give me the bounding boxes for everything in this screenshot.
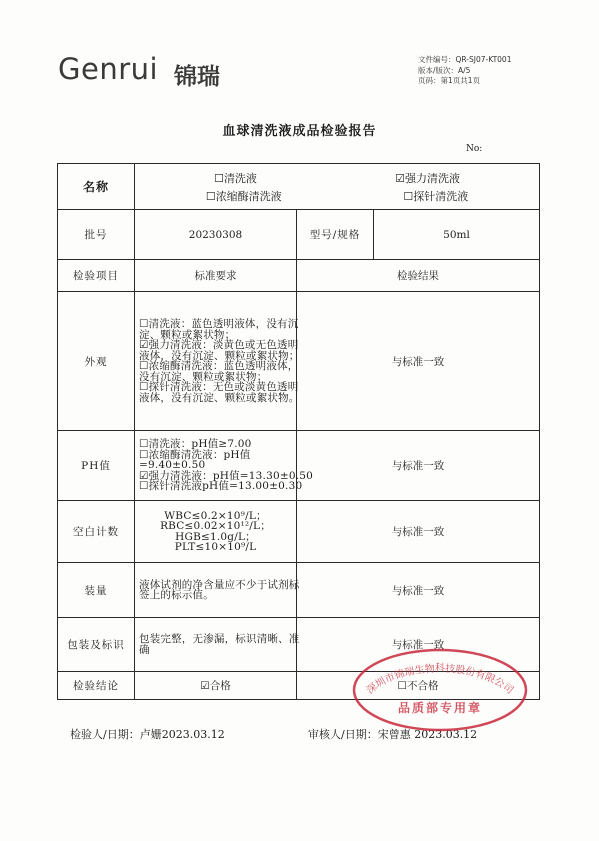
item-requirement xyxy=(135,431,314,501)
requirement-line: ☑强力清洗液：淡黄色或无色透明 xyxy=(139,339,299,351)
option-text: 清洗液 xyxy=(223,171,257,185)
requirement-line: RBC≤0.02×10¹²/L； xyxy=(160,520,271,532)
option-strong-cleaning-liquid xyxy=(395,170,460,186)
option-mark: ☐ xyxy=(205,189,216,203)
requirement-line: PLT≤10×10⁹/L xyxy=(174,541,257,553)
item-result: 与标准一致 xyxy=(297,563,540,618)
stamp-inner-text: 品质部专用章 xyxy=(397,701,483,715)
item-row-volume xyxy=(58,563,540,618)
inspector-signature: 检验人/日期：卢姗2023.03.12 xyxy=(70,728,225,741)
requirement-line: 淀、颗粒或絮状物； xyxy=(139,328,236,341)
conclusion-label: 检验结论 xyxy=(58,672,135,700)
document-info xyxy=(418,55,511,87)
option-text: 强力清洗液 xyxy=(404,171,460,185)
requirement-line: 没有沉淀、颗粒或絮状物； xyxy=(139,370,268,383)
model-value: 50ml xyxy=(374,210,540,260)
product-name-label: 名称 xyxy=(58,164,135,210)
requirement-line: ☑强力清洗液：pH值=13.30±0.50 xyxy=(139,469,314,482)
requirement-line: 包装完整，无渗漏，标识清晰、准 xyxy=(139,633,300,645)
requirement-line: WBC≤0.2×10⁹/L； xyxy=(164,509,267,522)
requirement-line: ☐浓缩酶清洗液：蓝色透明液体， xyxy=(139,360,299,372)
header-standard: 标准要求 xyxy=(135,260,297,292)
requirement-line: ☐清洗液：pH值≥7.00 xyxy=(139,438,252,451)
requirement-line: 液体，没有沉淀、颗粒或絮状物。 xyxy=(139,391,300,404)
product-name-options xyxy=(135,164,540,210)
option-text: 探针清洗液 xyxy=(413,189,469,203)
requirement-line: ☐探针清洗液pH值=13.00±0.30 xyxy=(139,480,303,493)
batch-value: 20230308 xyxy=(135,210,297,260)
doc-code: 文件编号：QR-SJ07-KT001 xyxy=(418,55,512,64)
requirement-line: HGB≤1.0g/L； xyxy=(175,530,256,543)
option-text: 浓缩酶清洗液 xyxy=(215,189,282,203)
item-name: PH值 xyxy=(58,431,135,501)
batch-label: 批号 xyxy=(58,210,135,260)
header-row xyxy=(58,260,540,292)
option-mark: ☐ xyxy=(403,189,414,203)
item-result: 与标准一致 xyxy=(297,292,540,431)
requirement-line: ☐清洗液：蓝色透明液体，没有沉 xyxy=(139,318,299,330)
header-item: 检验项目 xyxy=(58,260,135,292)
requirement-line: 液体，没有沉淀、颗粒或絮状物； xyxy=(139,349,300,362)
product-name-row xyxy=(58,164,540,210)
requirement-line: 液体试剂的净含量应不少于试剂标 xyxy=(139,578,300,591)
item-name: 装量 xyxy=(58,563,135,618)
option-mark: ☐ xyxy=(214,171,224,185)
option-mark: ☑ xyxy=(395,171,405,185)
reviewer-signature: 审核人/日期：宋曾惠 2023.03.12 xyxy=(308,728,478,741)
item-name: 包装及标识 xyxy=(58,618,135,672)
quality-dept-stamp xyxy=(350,640,530,732)
item-name: 外观 xyxy=(58,292,135,431)
item-name: 空白计数 xyxy=(58,501,135,563)
conclusion-fail: ☐不合格 xyxy=(297,672,540,700)
conclusion-pass: ☑合格 xyxy=(135,672,297,700)
item-requirement xyxy=(135,501,297,563)
doc-version: 版本/版次：A/5 xyxy=(418,65,471,75)
stamp-outer-text: 深圳市锦瑞生物科技股份有限公司 xyxy=(364,663,516,697)
logo-text: Genrui xyxy=(58,52,159,86)
doc-page: 页码：第1页共1页 xyxy=(418,76,481,85)
item-result: 与标准一致 xyxy=(297,618,540,672)
item-result: 与标准一致 xyxy=(297,501,540,563)
item-requirement xyxy=(135,292,300,431)
inspection-table xyxy=(57,163,540,700)
header-result: 检验结果 xyxy=(297,260,540,292)
requirement-line: ☐浓缩酶清洗液：pH值 xyxy=(139,448,251,461)
item-requirement xyxy=(135,618,300,672)
requirement-line: ☐探针清洗液：无色或淡黄色透明 xyxy=(139,381,299,393)
report-number-label: No: xyxy=(466,144,483,154)
requirement-line: 签上的标示值。 xyxy=(139,589,214,601)
option-cleaning-liquid xyxy=(214,170,257,186)
item-row-blank-count xyxy=(58,501,540,563)
batch-row xyxy=(58,210,540,260)
requirement-line: 确 xyxy=(139,643,150,656)
item-result: 与标准一致 xyxy=(297,431,540,501)
item-row-appearance xyxy=(58,292,540,431)
option-enzyme-cleaning-liquid xyxy=(206,188,282,204)
option-probe-cleaning-liquid xyxy=(403,188,468,204)
logo-chinese-name: 锦瑞 xyxy=(174,64,220,90)
model-label: 型号/规格 xyxy=(297,210,374,260)
requirement-line: =9.40±0.50 xyxy=(139,459,206,472)
item-row-ph xyxy=(58,431,540,501)
item-requirement xyxy=(135,563,300,618)
report-title: 血球清洗液成品检验报告 xyxy=(222,124,377,139)
